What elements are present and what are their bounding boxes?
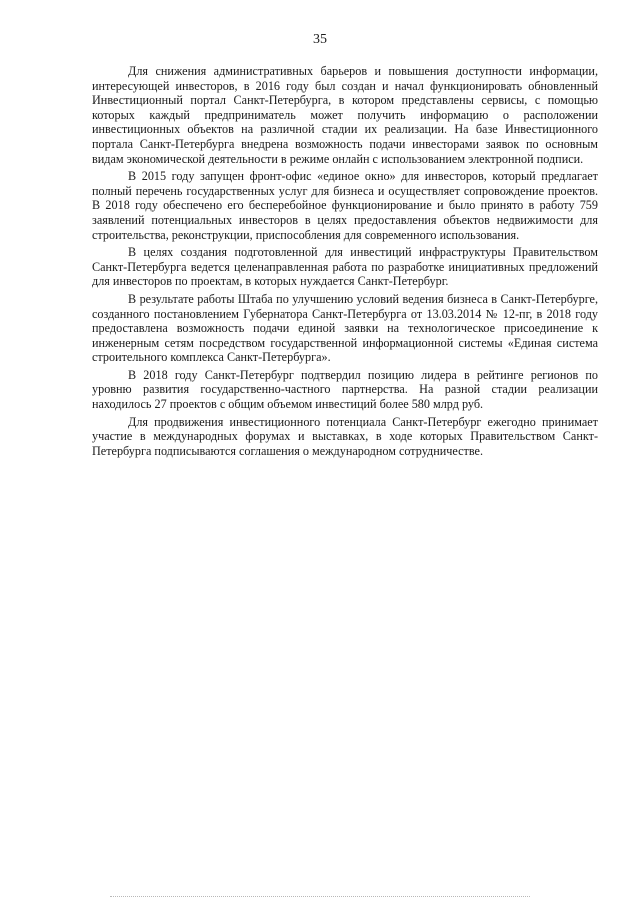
paragraph-international-forums: Для продвижения инвестиционного потенциала Санкт-Петербург ежегодно принимает участие в международных форумах и выставках, в ходе которых Правительством Санкт-Петербурга подписываются соглашения о международном сотрудничестве. <box>92 414 598 458</box>
paragraph-investment-portal: Для снижения административных барьеров и повышения доступности информации, интересующей инвесторов, в 2016 году был создан и начал функционировать обновленный Инвестиционный портал Санкт-Петербурга, в котором представлены сервисы, с помощью которых каждый предприниматель может получить информацию о расположении инвестиционных объектов на различной стадии их реализации. На базе Инвестиционного портала Санкт-Петербурга внедрена возможность подачи инвесторами заявок по основным видам экономической деятельности в режиме онлайн с использованием электронной подписи. <box>92 64 598 166</box>
paragraph-ppp-rating: В 2018 году Санкт-Петербург подтвердил позицию лидера в рейтинге регионов по уровню развития государственно-частного партнерства. На разной стадии реализации находилось 27 проектов с общим объемом инвестиций более 580 млрд руб. <box>92 367 598 412</box>
footer-divider <box>110 896 530 897</box>
page-number: 35 <box>313 32 327 47</box>
paragraph-infrastructure: В целях создания подготовленной для инвестиций инфраструктуры Правительством Санкт-Петербурга ведется целенаправленная работа по разработке инициативных предложений для инвесторов по проектам, в которых нуждается Санкт-Петербург. <box>92 245 598 289</box>
document-body <box>92 64 598 461</box>
paragraph-business-headquarters: В результате работы Штаба по улучшению условий ведения бизнеса в Санкт-Петербурге, созданного постановлением Губернатора Санкт-Петербурга от 13.03.2014 № 12-пг, в 2018 году предоставлена возможность подачи единой заявки на технологическое присоединение к инженерным сетям посредством государственной информационной системы «Единая система строительного комплекса Санкт-Петербурга». <box>92 291 598 365</box>
paragraph-front-office: В 2015 году запущен фронт-офис «единое окно» для инвесторов, который предлагает полный перечень государственных услуг для бизнеса и осуществляет сопровождение проектов. В 2018 году обеспечено его бесперебойное функционирование и было принято в работу 759 заявлений потенциальных инвесторов в целях предоставления объектов недвижимости для строительства, реконструкции, приспособления для современного использования. <box>92 169 598 242</box>
